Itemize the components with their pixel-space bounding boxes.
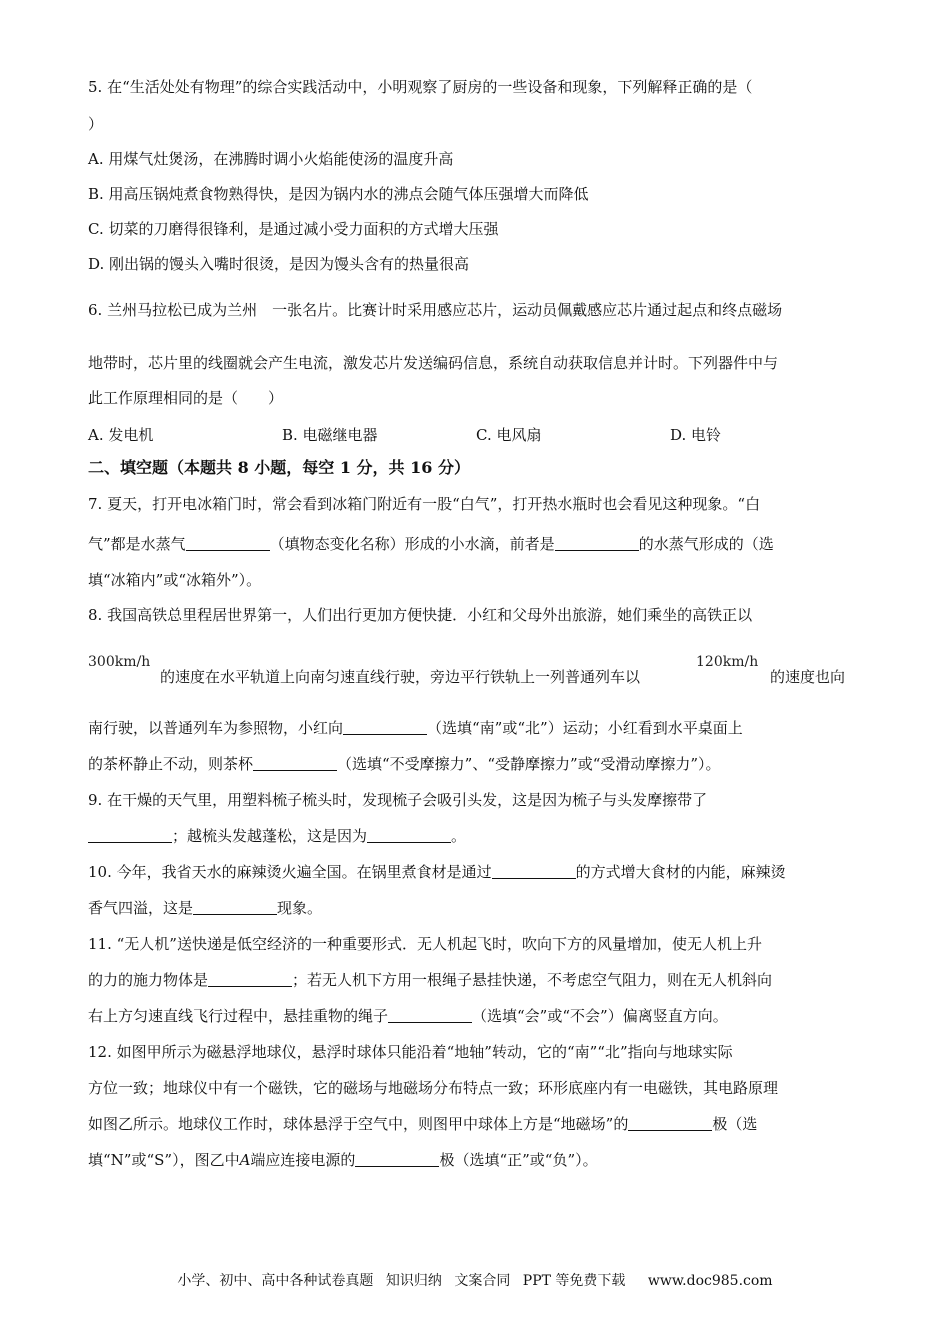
q8-line-4 [88,754,721,774]
q6-stem-line-2: 地带时，芯片里的线圈就会产生电流，激发芯片发送编码信息，系统自动获取信息并计时。下列器件中与 [88,354,779,372]
q12-text-b: 极（选 [712,1115,758,1133]
q11-text-c: 右上方匀速直线飞行过程中，悬挂重物的绳子 [88,1007,389,1025]
q12-terminal-a: A [239,1151,251,1169]
q7-blank-1[interactable] [186,536,270,551]
q8-speed-300: 300km/h [88,654,151,670]
q11-line-3 [88,1006,728,1026]
q10-text-a: 10. 今年，我省天水的麻辣烫火遍全国。在锅里煮食材是通过 [88,863,492,881]
q9-text-a: ；越梳头发越蓬松，这是因为 [172,827,368,845]
q7-text-b: （填物态变化名称）形成的小水滴，前者是 [269,535,555,553]
q5-option-b: B. 用高压锅炖煮食物熟得快，是因为锅内水的沸点会随气体压强增大而降低 [88,185,589,203]
q10-text-d: 现象。 [277,899,323,917]
q11-line-2 [88,970,772,990]
q7-text-a: 气”都是水蒸气 [88,535,186,553]
q11-line-1: 11. “无人机”送快递是低空经济的一种重要形式．无人机起飞时，吹向下方的风量增加，使无人机上升 [88,935,762,953]
q12-text-d: 端应连接电源的 [250,1151,356,1169]
q12-text-c: 填“N”或“S”），图乙中 [88,1151,240,1169]
q7-line-3: 填“冰箱内”或“冰箱外”）。 [88,571,262,589]
q12-text-a: 如图乙所示。地球仪工作时，球体悬浮于空气中，则图甲中球体上方是“地磁场”的 [88,1115,629,1133]
q8-text-a: 南行驶，以普通列车为参照物，小红向 [88,719,344,737]
q9-line-1: 9. 在干燥的天气里，用塑料梳子梳头时，发现梳子会吸引头发，这是因为梳子与头发摩擦带了 [88,791,708,809]
q10-blank-2[interactable] [193,900,277,915]
q8-speed-120: 120km/h [696,654,759,670]
q7-line-1: 7. 夏天，打开电冰箱门时，常会看到冰箱门附近有一股“白气”，打开热水瓶时也会看见这种现象。“白 [88,495,761,513]
q9-text-b: 。 [451,827,467,845]
q7-blank-2[interactable] [555,536,639,551]
q5-stem-line-2: ） [88,115,104,133]
q6-option-a: A. 发电机 [88,426,154,444]
q7-text-c: 的水蒸气形成的（选 [638,535,774,553]
q10-text-c: 香气四溢，这是 [88,899,194,917]
q10-text-b: 的方式增大食材的内能，麻辣烫 [575,863,786,881]
q12-blank-2[interactable] [355,1152,439,1167]
q8-blank-2[interactable] [253,756,337,771]
footer-part-2: 知识归纳 [385,1273,442,1289]
q8-line-2: 的速度在水平轨道上向南匀速直线行驶，旁边平行铁轨上一列普通列车以 [160,668,641,686]
footer-part-4: PPT 等免费下载 [522,1273,626,1289]
q5-option-a: A. 用煤气灶煲汤，在沸腾时调小火焰能使汤的温度升高 [88,150,454,168]
q6-stem-line-1: 6. 兰州马拉松已成为兰州 一张名片。比赛计时采用感应芯片，运动员佩戴感应芯片通过起点和终点磁场 [88,301,783,319]
q8-text-b: （选填“南”或“北”）运动；小红看到水平桌面上 [427,719,743,737]
q8-blank-1[interactable] [343,720,427,735]
q11-blank-2[interactable] [388,1008,472,1023]
q8-line-3 [88,718,743,738]
q12-line-1: 12. 如图甲所示为磁悬浮地球仪，悬浮时球体只能沿着“地轴”转动，它的“南”“北”指向与地球实际 [88,1043,733,1061]
q9-blank-2[interactable] [367,828,451,843]
q10-line-1 [88,862,786,882]
q5-option-d: D. 刚出锅的馒头入嘴时很烫，是因为馒头含有的热量很高 [88,255,470,273]
q12-blank-1[interactable] [628,1116,712,1131]
q10-line-2 [88,898,322,918]
q8-text-d: （选填“不受摩擦力”、“受静摩擦力”或“受滑动摩擦力”）。 [337,755,721,773]
q5-option-c: C. 切菜的刀磨得很锋利，是通过减小受力面积的方式增大压强 [88,220,499,238]
footer-part-1: 小学、初中、高中各种试卷真题 [177,1273,374,1289]
q12-line-3 [88,1114,757,1134]
footer [0,1270,950,1290]
section-heading: 二、填空题（本题共 8 小题，每空 1 分，共 16 分） [88,458,470,477]
q9-blank-1[interactable] [88,828,172,843]
q8-line-1: 8. 我国高铁总里程居世界第一，人们出行更加方便快捷．小红和父母外出旅游，她们乘坐的高铁正以 [88,606,753,624]
q8-text-c: 的茶杯静止不动，则茶杯 [88,755,254,773]
footer-part-3: 文案合同 [454,1273,511,1289]
q6-option-c: C. 电风扇 [476,426,542,444]
q12-line-2: 方位一致；地球仪中有一个磁铁，它的磁场与地磁场分布特点一致；环形底座内有一电磁铁，其电路原理 [88,1079,779,1097]
q11-text-d: （选填“会”或“不会”）偏离竖直方向。 [472,1007,728,1025]
q11-text-b: ；若无人机下方用一根绳子悬挂快递，不考虑空气阻力，则在无人机斜向 [292,971,773,989]
q7-line-2 [88,534,774,554]
q11-text-a: 的力的施力物体是 [88,971,209,989]
q11-blank-1[interactable] [208,972,292,987]
q5-stem-line-1: 5. 在“生活处处有物理”的综合实践活动中，小明观察了厨房的一些设备和现象，下列解释正确的是（ [88,78,753,96]
q8-line-2-end: 的速度也向 [770,668,846,686]
q12-text-e: 极（选填“正”或“负”）。 [439,1151,598,1169]
q12-line-4 [88,1150,598,1170]
footer-url-link[interactable]: www.doc985.com [647,1273,773,1289]
q6-option-b: B. 电磁继电器 [282,426,378,444]
q6-stem-line-3: 此工作原理相同的是（ ） [88,389,284,407]
q6-option-d: D. 电铃 [670,426,722,444]
q10-blank-1[interactable] [492,864,576,879]
q9-line-2 [88,826,466,846]
